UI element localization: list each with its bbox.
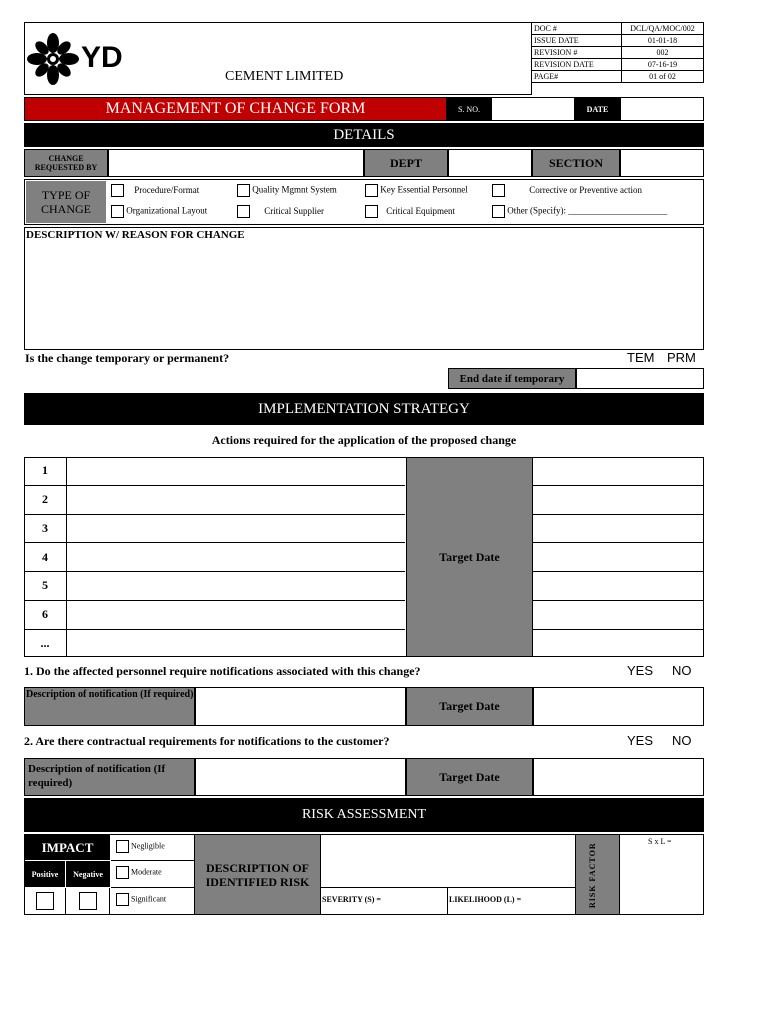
meta-row	[532, 59, 704, 71]
logo-flower-icon	[27, 33, 79, 85]
risk-factor-cell	[575, 835, 620, 914]
type-option-supplier[interactable]	[237, 205, 324, 218]
meta-label: REVISION #	[532, 47, 622, 59]
checkbox[interactable]	[492, 184, 505, 197]
type-option-personnel[interactable]	[365, 184, 468, 197]
impact-label: IMPACT	[25, 835, 110, 860]
dept-label: DEPT	[364, 149, 448, 177]
dept-field[interactable]	[448, 149, 532, 177]
action-row-number: 6	[24, 601, 67, 630]
sxl-label[interactable]: S x L =	[648, 837, 672, 846]
likelihood-label[interactable]: LIKELIHOOD (L) =	[449, 895, 522, 904]
checkbox[interactable]	[237, 205, 250, 218]
option-label: Procedure/Format	[134, 184, 200, 195]
notification-2-text: Description of notification (If required)	[28, 763, 166, 789]
action-row-number: 1	[24, 457, 67, 486]
option-label: Key Essential Personnel	[380, 184, 468, 195]
company-name: CEMENT LIMITED	[225, 69, 344, 84]
document-meta	[531, 22, 704, 83]
option-label: Organizational Layout	[126, 205, 208, 216]
negative-label: Negative	[66, 861, 110, 887]
checkbox[interactable]	[111, 184, 124, 197]
type-option-other[interactable]	[492, 205, 667, 218]
section-label: SECTION	[532, 149, 620, 177]
type-option-procedure[interactable]	[111, 184, 199, 197]
description-box[interactable]	[24, 227, 704, 350]
checkbox[interactable]	[116, 893, 129, 906]
checkbox[interactable]	[116, 866, 129, 879]
notification-1-target-field[interactable]	[533, 687, 704, 726]
severity-divider	[447, 888, 448, 914]
meta-value: 002	[622, 47, 704, 59]
action-row-description[interactable]	[67, 457, 405, 486]
level-moderate[interactable]	[111, 861, 194, 888]
meta-label: DOC #	[532, 23, 622, 35]
action-row-number: ...	[24, 630, 67, 657]
checkbox[interactable]	[116, 840, 129, 853]
description-label: DESCRIPTION W/ REASON FOR CHANGE	[26, 229, 245, 241]
checkbox[interactable]	[365, 184, 378, 197]
notification-1-target-label: Target Date	[406, 687, 533, 726]
notification-1-text: Description of notification (If required)	[26, 689, 194, 700]
risk-description-label: DESCRIPTION OF IDENTIFIED RISK	[194, 835, 321, 914]
level-label: Moderate	[131, 867, 162, 877]
option-label: Quality Mgmnt System	[252, 184, 337, 195]
section-field[interactable]	[620, 149, 704, 177]
sno-label: S. NO.	[447, 97, 491, 121]
actions-target-date-label: Target Date	[406, 458, 533, 656]
meta-label: REVISION DATE	[532, 59, 622, 71]
level-label: Significant	[131, 894, 167, 904]
logo-text: YD	[81, 41, 123, 74]
date-label: DATE	[575, 97, 620, 121]
meta-value: 07-16-19	[622, 59, 704, 71]
q2-no[interactable]: NO	[672, 733, 692, 748]
notification-2-label	[24, 758, 195, 796]
sno-field[interactable]	[491, 97, 575, 121]
type-option-layout[interactable]	[111, 205, 207, 218]
level-negligible[interactable]	[111, 835, 194, 861]
end-date-field[interactable]	[576, 368, 704, 389]
actions-label: Actions required for the application of the proposed change	[211, 433, 517, 447]
checkbox[interactable]	[492, 205, 505, 218]
risk-heading: RISK ASSESSMENT	[24, 798, 704, 832]
option-label: Other (Specify): ______________________	[507, 205, 668, 216]
positive-label: Positive	[25, 861, 66, 887]
option-label: Critical Supplier	[264, 205, 324, 216]
action-row-target-date[interactable]	[533, 486, 703, 515]
notification-2-target-label: Target Date	[406, 758, 533, 796]
meta-value: 01-01-18	[622, 35, 704, 47]
company-logo	[27, 33, 147, 83]
positive-checkbox-cell	[25, 888, 66, 914]
action-row-description[interactable]	[67, 515, 405, 544]
implementation-heading: IMPLEMENTATION STRATEGY	[24, 393, 704, 425]
type-of-change-label: TYPE OF CHANGE	[26, 181, 106, 223]
end-date-label: End date if temporary	[448, 368, 576, 389]
tem-option[interactable]: TEM	[627, 350, 655, 365]
level-label: Negligible	[131, 841, 165, 851]
checkbox[interactable]	[365, 205, 378, 218]
details-heading: DETAILS	[24, 123, 704, 147]
type-option-equipment[interactable]	[365, 205, 455, 218]
meta-value: 01 of 02	[622, 71, 704, 83]
notification-2-field[interactable]	[195, 758, 406, 796]
action-row-description[interactable]	[67, 601, 405, 630]
meta-row	[532, 35, 704, 47]
question-1: 1. Do the affected personnel require notifications associated with this change?	[24, 664, 421, 678]
action-row-description[interactable]	[67, 486, 405, 515]
date-field[interactable]	[620, 97, 704, 121]
action-row-number: 5	[24, 572, 67, 601]
requested-by-field[interactable]	[108, 149, 364, 177]
action-row-number: 4	[24, 543, 67, 572]
notification-2-target-field[interactable]	[533, 758, 704, 796]
header-box	[24, 22, 532, 95]
temp-question: Is the change temporary or permanent?	[25, 351, 230, 365]
action-row-description[interactable]	[67, 543, 405, 572]
type-option-corrective[interactable]	[492, 184, 642, 197]
action-row-target-date[interactable]	[533, 543, 703, 572]
action-row-target-date[interactable]	[533, 601, 703, 630]
meta-row	[532, 71, 704, 83]
notification-1-field[interactable]	[195, 687, 406, 726]
meta-row	[532, 47, 704, 59]
prm-option[interactable]: PRM	[667, 350, 696, 365]
level-significant[interactable]	[111, 888, 194, 914]
checkbox[interactable]	[237, 184, 250, 197]
checkbox[interactable]	[111, 205, 124, 218]
risk-factor-label: RISK FACTOR	[588, 842, 597, 908]
form-title: MANAGEMENT OF CHANGE FORM	[24, 97, 447, 121]
option-label: Critical Equipment	[386, 205, 455, 216]
q1-no[interactable]: NO	[672, 663, 692, 678]
q1-yes[interactable]: YES	[627, 663, 654, 678]
action-row-description[interactable]	[67, 572, 405, 601]
option-label: Corrective or Preventive action	[529, 184, 642, 195]
action-row-number: 2	[24, 486, 67, 515]
action-row-target-date[interactable]	[533, 630, 703, 657]
severity-label[interactable]: SEVERITY (S) =	[322, 895, 381, 904]
action-row-target-date[interactable]	[533, 457, 703, 486]
action-row-number: 3	[24, 515, 67, 544]
notification-1-label	[24, 687, 195, 726]
risk-description-field[interactable]	[321, 835, 575, 888]
action-row-target-date[interactable]	[533, 515, 703, 544]
q2-yes[interactable]: YES	[627, 733, 654, 748]
positive-checkbox[interactable]	[36, 892, 54, 910]
question-2: 2. Are there contractual requirements for notifications to the customer?	[24, 734, 390, 748]
meta-label: PAGE#	[532, 71, 622, 83]
meta-value: DCL/QA/MOC/002	[622, 23, 704, 35]
action-row-description[interactable]	[67, 630, 405, 657]
negative-checkbox-cell	[66, 888, 110, 914]
negative-checkbox[interactable]	[79, 892, 97, 910]
action-row-target-date[interactable]	[533, 572, 703, 601]
meta-label: ISSUE DATE	[532, 35, 622, 47]
meta-row	[532, 23, 704, 35]
type-option-quality[interactable]	[237, 184, 337, 197]
requested-by-label: CHANGE REQUESTED BY	[24, 149, 108, 177]
